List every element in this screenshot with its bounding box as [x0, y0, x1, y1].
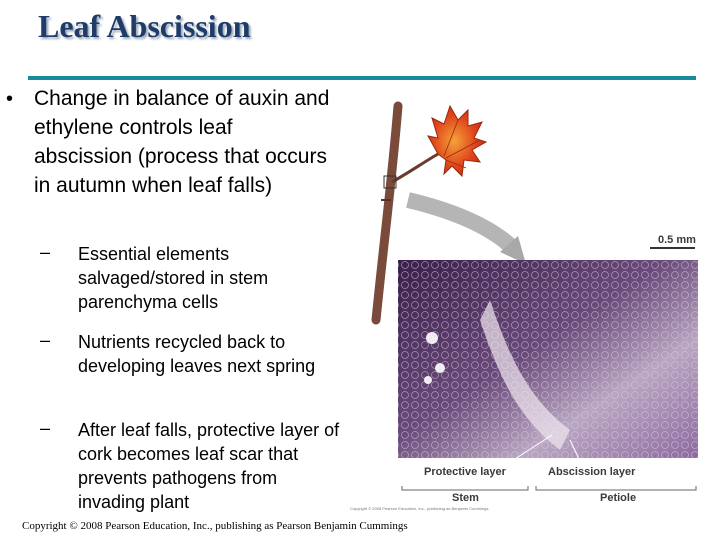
zoom-arrow: [408, 200, 515, 250]
abscission-layer-label: Abscission layer: [548, 466, 636, 478]
copyright-notice: Copyright © 2008 Pearson Education, Inc., publishing as Pearson Benjamin Cummings: [22, 520, 408, 532]
petiole-label: Petiole: [600, 492, 637, 504]
sub-bullet-text: Nutrients recycled back to developing leaves next spring: [78, 332, 316, 376]
figure-illustration: [340, 100, 710, 520]
figure-credit: Copyright © 2008 Pearson Education, Inc., publishing as Benjamin Cummings.: [350, 506, 490, 511]
leaf-petiole: [392, 154, 438, 182]
bullet-marker: •: [6, 88, 14, 110]
tissue-gap: [426, 332, 438, 344]
branch: [376, 106, 398, 320]
tissue-gap: [435, 363, 445, 373]
sub-bullet-text: After leaf falls, protective layer of cork becomes leaf scar that prevents pathogens from invading plant: [78, 420, 340, 512]
sub-bullet-dash: –: [40, 242, 51, 262]
tissue-gap: [424, 376, 432, 384]
main-bullet-text: Change in balance of auxin and ethylene controls leaf abscission (process that occurs in autumn when leaf falls): [34, 87, 330, 197]
stem-bracket: [402, 486, 528, 490]
sub-bullet-dash: –: [40, 330, 51, 350]
sub-bullet-text: Essential elements salvaged/stored in stem parenchyma cells: [78, 244, 269, 312]
protective-layer-label: Protective layer: [424, 466, 506, 478]
stem-label: Stem: [452, 492, 479, 504]
abscission-figure: [340, 100, 710, 520]
title-underline: [28, 76, 696, 80]
scale-bar-label: 0.5 mm: [658, 234, 696, 246]
sub-bullet-dash: –: [40, 418, 51, 438]
slide-title: Leaf Abscission: [38, 8, 251, 44]
petiole-bracket: [536, 486, 696, 490]
